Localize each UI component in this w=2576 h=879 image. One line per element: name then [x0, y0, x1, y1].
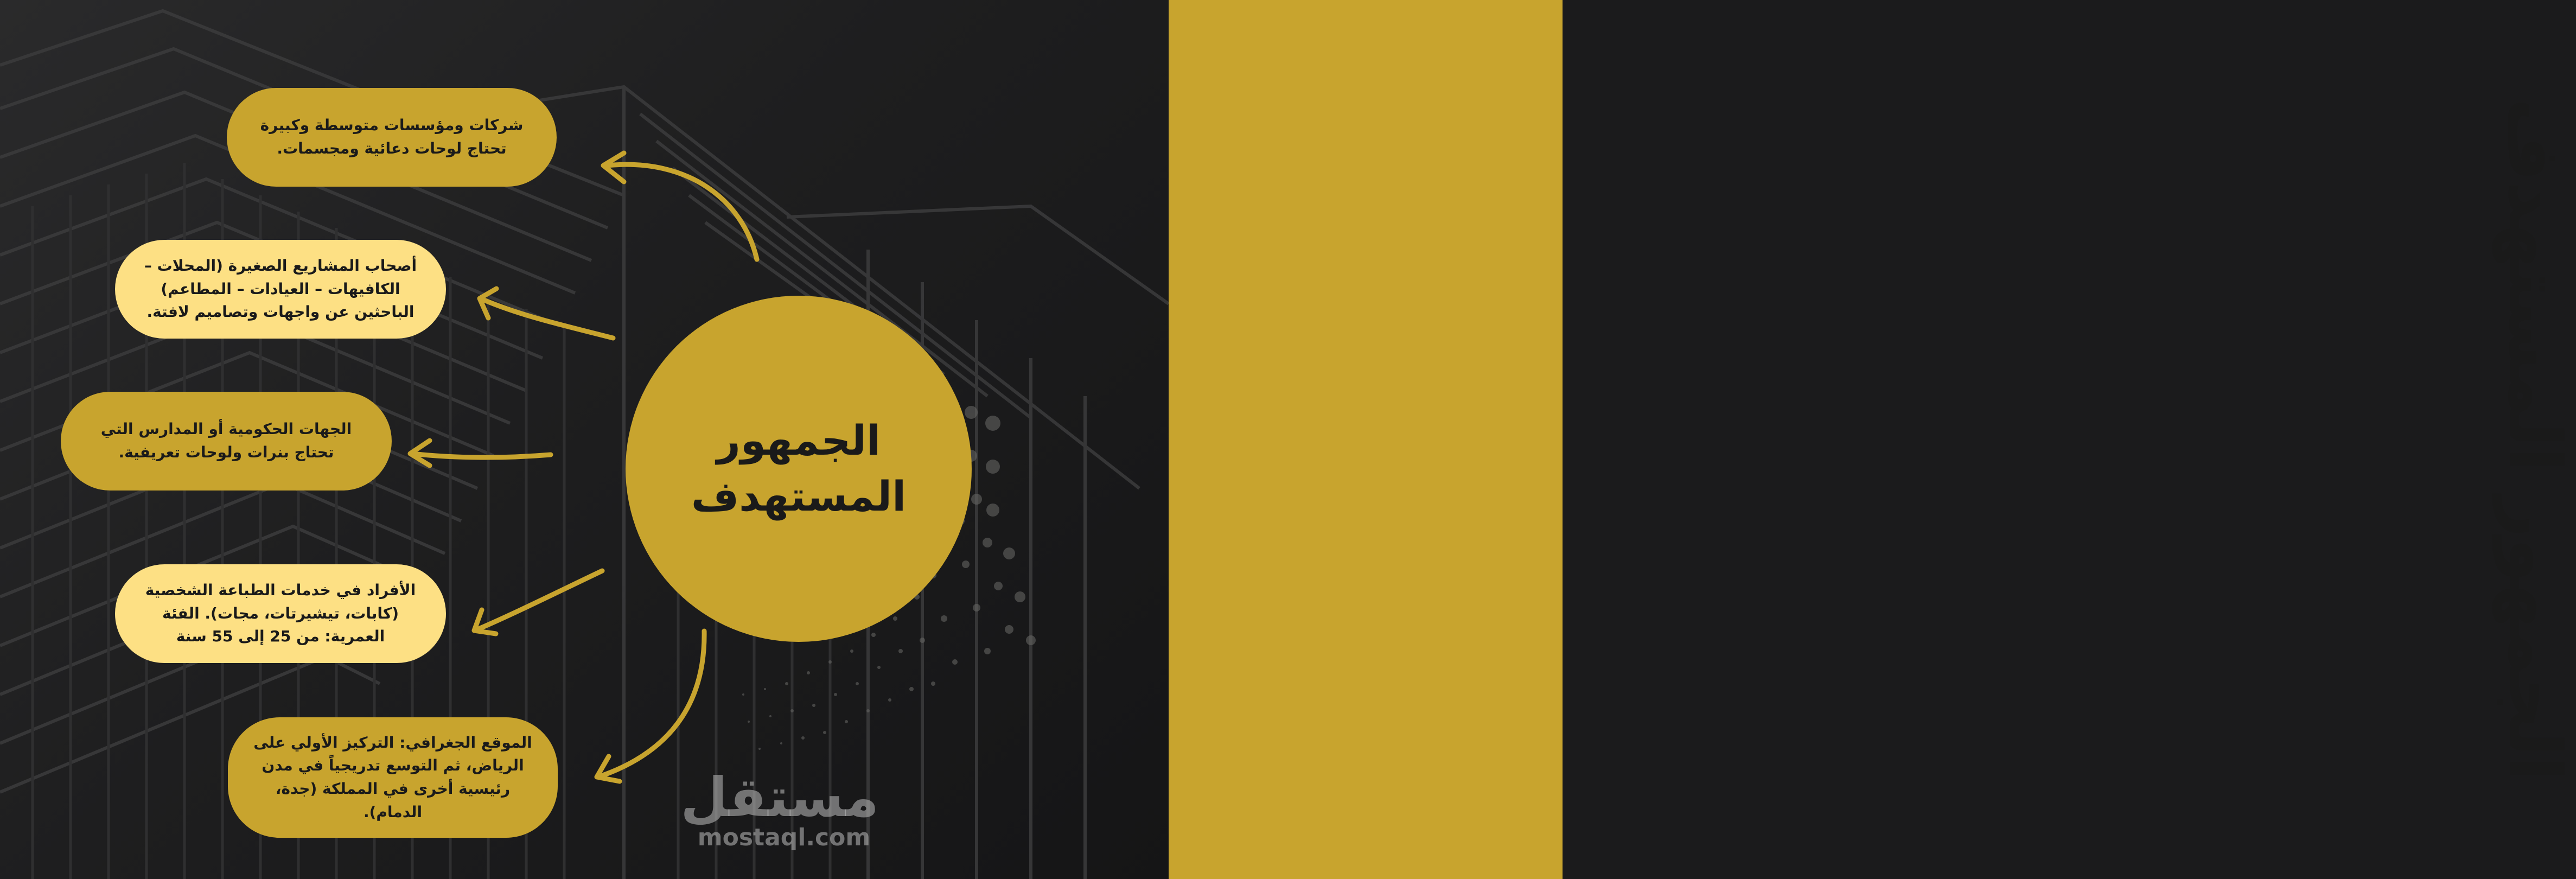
segment-pill-1 [227, 88, 557, 187]
watermark-arabic: مستقل [680, 766, 879, 829]
segment-pill-2 [115, 240, 446, 339]
watermark [680, 766, 879, 851]
segment-text-2: أصحاب المشاريع الصغيرة (المحلات – الكافيهات – العيادات – المطاعم) الباحثين عن واجهات وتصاميم لافتة. [144, 257, 417, 321]
segment-text-5: الموقع الجغرافي: التركيز الأولي على الرياض، ثم التوسع تدريجياً في مدن رئيسية أخرى في المملكة (جدة، الدمام). [253, 733, 532, 821]
arrow-1-head-icon [603, 153, 624, 182]
segment-pill-5 [228, 717, 558, 838]
segment-pill-4 [115, 564, 446, 663]
center-circle [626, 296, 972, 642]
segment-text-4: الأفراد في خدمات الطباعة الشخصية (كابات، تيشيرتات، مجات). الفئة العمرية: من 25 إلى 55 سنة [145, 581, 416, 646]
segment-text-1: شركات ومؤسسات متوسطة وكبيرة تحتاج لوحات دعائية ومجسمات. [260, 116, 524, 157]
side-panel [1169, 0, 2576, 879]
segment-pill-3 [61, 392, 392, 491]
center-title: الجمهور المستهدف [691, 416, 907, 520]
side-panel-title: الجمهور المستهدف [2492, 98, 2576, 781]
arrow-1-icon [607, 164, 757, 259]
arrow-3-icon [412, 454, 551, 457]
segment-text-3: الجهات الحكومية أو المدارس التي تحتاج بنرات ولوحات تعريفية. [100, 420, 352, 461]
arrow-4-icon [477, 571, 602, 629]
arrow-2-icon [483, 300, 613, 338]
watermark-latin: mostaql.com [697, 824, 871, 851]
arrow-5-icon [601, 631, 704, 776]
